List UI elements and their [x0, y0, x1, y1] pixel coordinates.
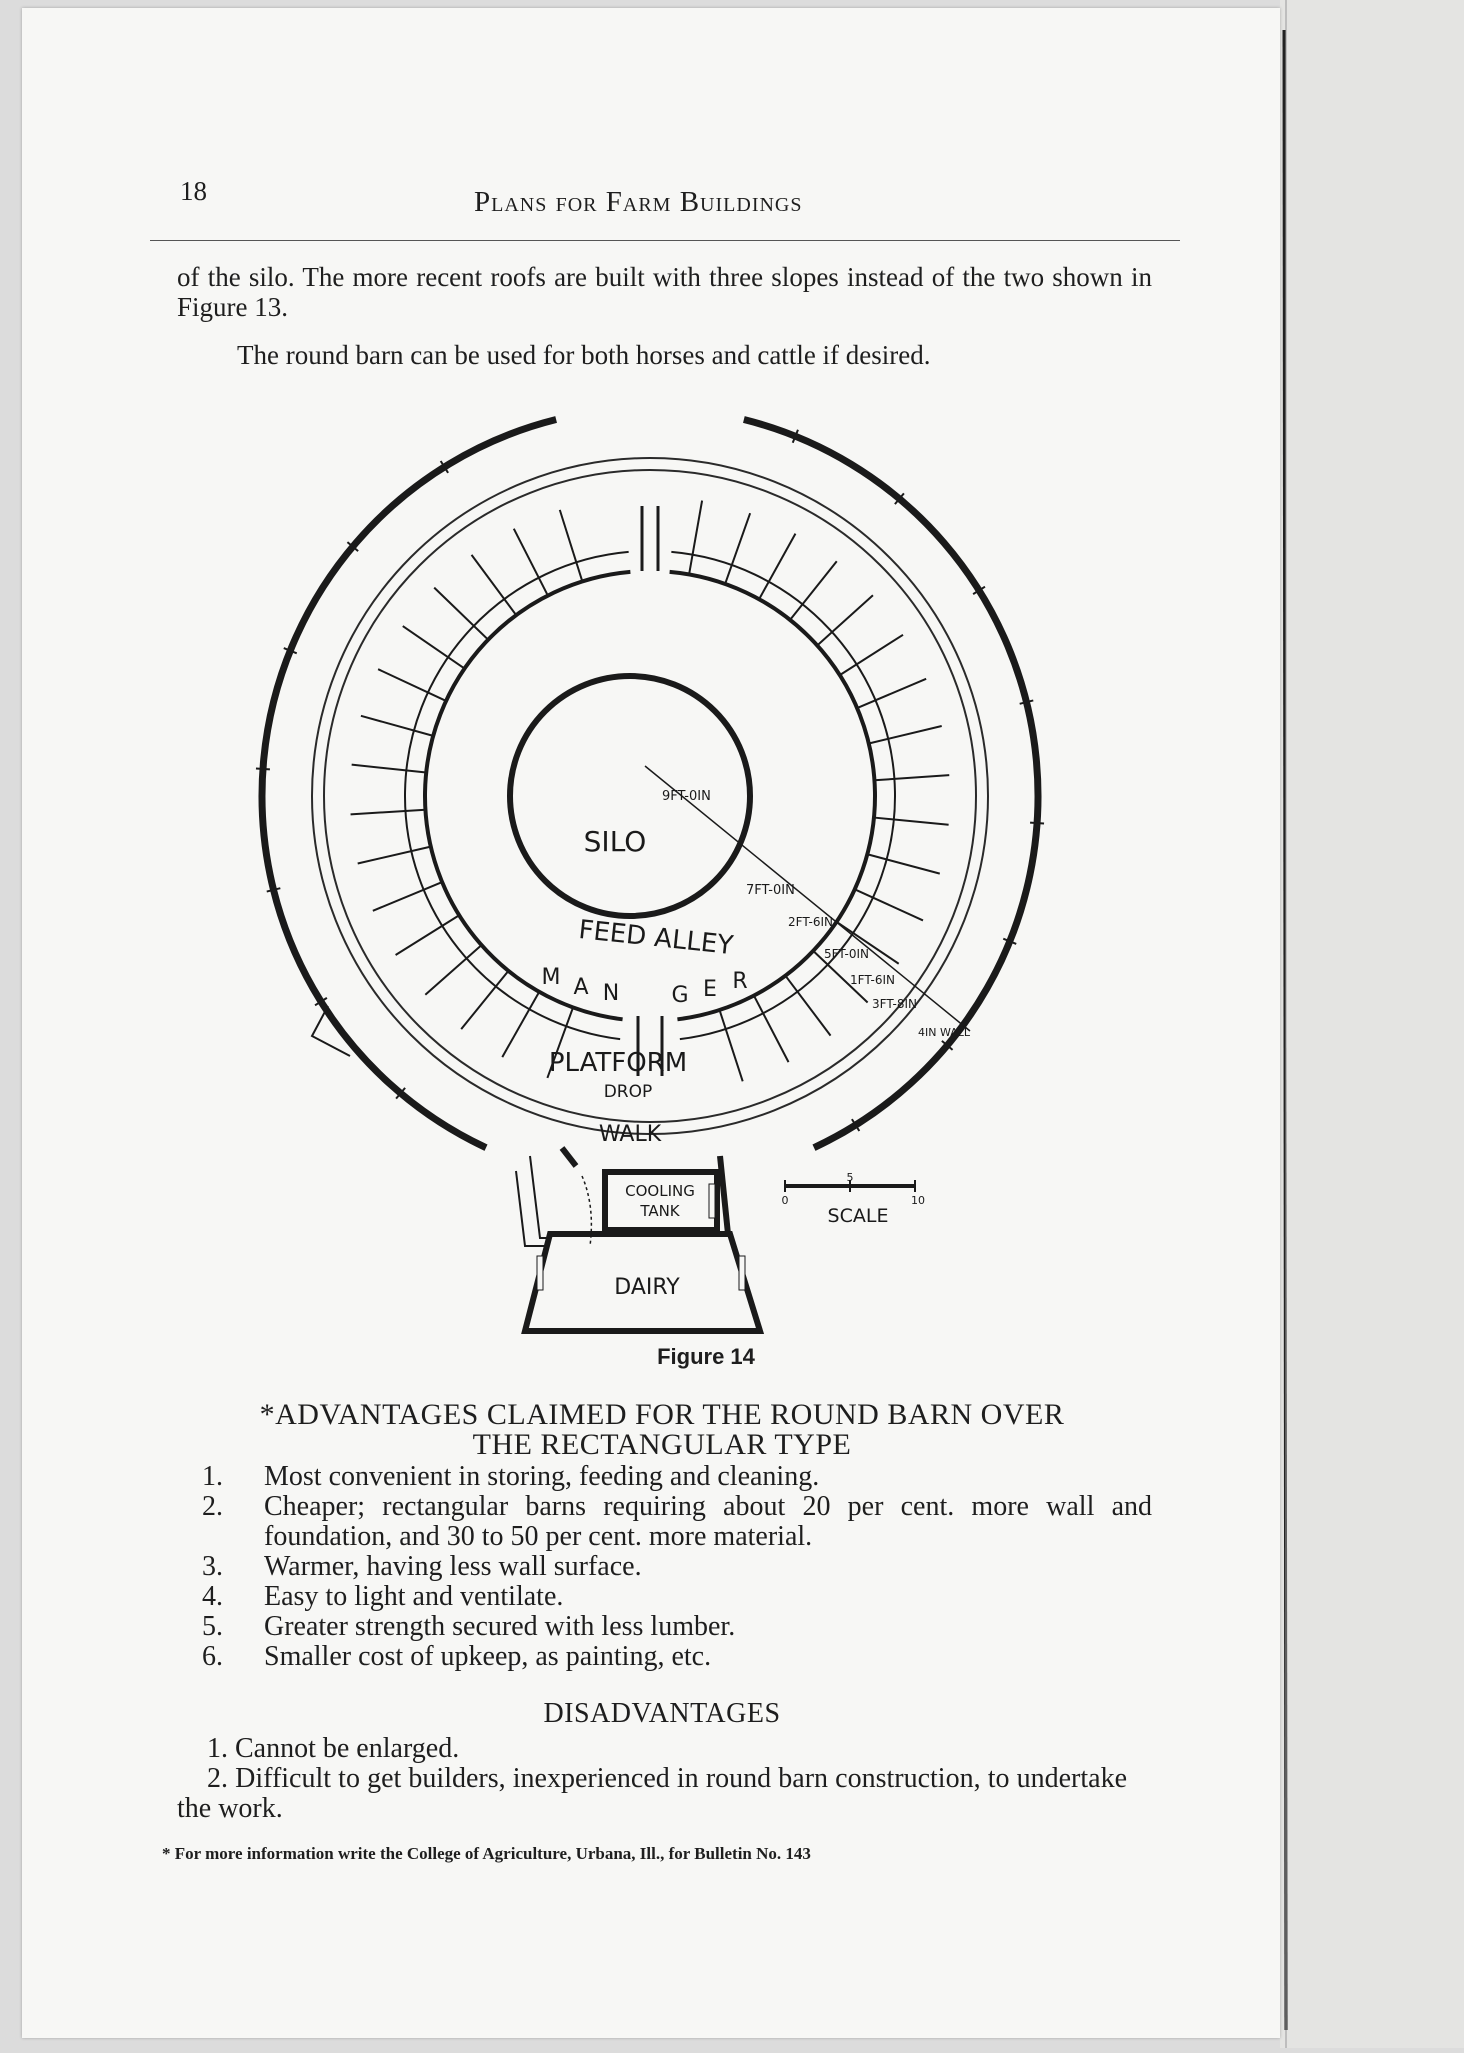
- scale-bar: [782, 1171, 926, 1227]
- manger-letter-r: R: [732, 969, 748, 994]
- vestibule-wall-left-inner: [516, 1171, 546, 1246]
- advantages-list: [202, 1462, 1152, 1672]
- label-tank: TANK: [640, 1202, 680, 1220]
- stall-divider: [874, 818, 949, 825]
- disadvantages-list: [177, 1734, 1127, 1824]
- walk-ring: [312, 458, 988, 1134]
- dim-walk: 3FT-8IN: [872, 997, 918, 1011]
- dim-platform: 5FT-0IN: [824, 947, 870, 961]
- item-text: Warmer, having less wall surface.: [264, 1551, 642, 1582]
- round-barn-floor-plan: [250, 366, 1070, 1346]
- dim-manger: 2FT-6IN: [788, 915, 834, 929]
- stall-divider: [874, 775, 949, 780]
- manger-letter-m: M: [541, 965, 561, 990]
- drop-ring: [324, 470, 976, 1122]
- disadvantages-heading: DISADVANTAGES: [543, 1698, 781, 1729]
- item-number: 1.: [202, 1461, 223, 1492]
- item-number: 4.: [202, 1581, 223, 1612]
- outer-wall-right: [744, 420, 1038, 1148]
- item-number: 3.: [202, 1551, 223, 1582]
- list-item: [202, 1582, 1152, 1612]
- stall-divider: [720, 1010, 743, 1081]
- advantages-heading: [162, 1400, 1162, 1460]
- item-number: 2.: [202, 1491, 223, 1522]
- label-drop: DROP: [603, 1082, 653, 1102]
- stall-divider: [759, 534, 795, 600]
- dairy-window-left: [537, 1256, 543, 1290]
- manger-letter-a: A: [573, 975, 589, 1000]
- manger-letter-e: E: [703, 977, 717, 1002]
- adjacent-page-binding-line: [1280, 0, 1464, 2048]
- dim-feed-alley: 7FT-0IN: [746, 883, 795, 898]
- stall-divider: [560, 510, 583, 582]
- disadvantage-item-1: 1. Cannot be enlarged.: [207, 1733, 460, 1764]
- stall-divider: [514, 529, 548, 596]
- connector-wall-right: [720, 1156, 728, 1234]
- manger-letter-g: G: [671, 983, 689, 1008]
- vestibule-wall-left: [530, 1156, 550, 1238]
- label-dairy: DAIRY: [614, 1275, 680, 1300]
- silo-wall: [510, 676, 750, 916]
- item-number: 6.: [202, 1641, 223, 1672]
- stall-divider: [425, 945, 481, 995]
- stall-divider: [754, 996, 789, 1063]
- list-item: [202, 1642, 1152, 1672]
- page-number: 18: [180, 176, 207, 206]
- stall-divider: [817, 595, 873, 645]
- stall-divider: [869, 726, 942, 744]
- list-item: [202, 1552, 1152, 1582]
- stall-divider: [358, 847, 431, 864]
- dairy-window-right: [739, 1256, 745, 1290]
- list-item: [202, 1462, 1152, 1492]
- scale-10: 10: [911, 1194, 925, 1207]
- vestibule-wall-stub: [562, 1148, 576, 1166]
- item-text: Easy to light and ventilate.: [264, 1581, 564, 1612]
- running-head: Plans for Farm Buildings: [474, 186, 803, 218]
- item-text: Most convenient in storing, feeding and cleaning.: [264, 1461, 820, 1492]
- stall-divider: [502, 992, 539, 1057]
- intro-paragraph-2: The round barn can be used for both horses and cattle if desired.: [237, 340, 931, 370]
- footnote: * For more information write the College of Agriculture, Urbana, Ill., for Bulletin No. 143: [162, 1844, 811, 1863]
- manger-letters: [542, 965, 748, 1008]
- stall-divider: [352, 765, 427, 773]
- cooling-tank-window: [709, 1184, 715, 1218]
- dim-drop: 1FT-6IN: [850, 973, 896, 987]
- figure-caption-text: Figure 14: [657, 1344, 755, 1369]
- item-text: Smaller cost of upkeep, as painting, etc.: [264, 1641, 712, 1672]
- manger-edge-left: [405, 552, 629, 1039]
- stall-divider: [867, 854, 939, 873]
- disadvantage-item-2: 2. Difficult to get builders, inexperienced in round barn construction, to undertake the work.: [177, 1763, 1127, 1824]
- advantages-heading-line-2: THE RECTANGULAR TYPE: [472, 1428, 852, 1461]
- manger-letter-n: N: [602, 981, 620, 1006]
- label-walk: WALK: [598, 1122, 662, 1147]
- dim-silo: 9FT-0IN: [662, 789, 711, 804]
- window-mark: [256, 768, 270, 769]
- stall-divider: [361, 716, 433, 736]
- stall-divider: [396, 915, 460, 955]
- dim-wall: 4IN WALL: [918, 1026, 971, 1039]
- label-feed-alley: FEED ALLEY: [577, 915, 735, 962]
- book-page: [22, 8, 1280, 2038]
- stall-divider: [790, 561, 837, 620]
- item-text: Cheaper; rectangular barns requiring about 20 per cent. more wall and foundation, and 30 to 50 per cent. more material.: [264, 1491, 1152, 1552]
- stall-divider: [351, 810, 426, 815]
- list-item: [202, 1612, 1152, 1642]
- stall-divider: [689, 501, 702, 575]
- scale-5: 5: [846, 1171, 854, 1184]
- label-silo: SILO: [583, 825, 647, 858]
- stall-divider: [434, 588, 488, 640]
- item-number: 5.: [202, 1611, 223, 1642]
- adjacent-page-edge: [1280, 0, 1464, 2048]
- header-rule: [150, 240, 1180, 241]
- label-scale: SCALE: [827, 1205, 889, 1227]
- figure-caption: [22, 1344, 1280, 1370]
- scale-0: 0: [781, 1194, 789, 1207]
- window-mark: [1030, 823, 1044, 824]
- stall-divider: [461, 971, 508, 1029]
- item-text: Greater strength secured with less lumber.: [264, 1611, 736, 1642]
- cooling-tank: [605, 1172, 717, 1230]
- stall-divider: [378, 669, 446, 701]
- label-cooling: COOLING: [625, 1182, 695, 1200]
- label-platform: PLATFORM: [548, 1048, 688, 1078]
- advantages-heading-line-1: *ADVANTAGES CLAIMED FOR THE ROUND BARN OVER: [259, 1398, 1065, 1431]
- stall-divider: [785, 976, 830, 1036]
- stall-divider: [855, 889, 923, 920]
- list-item: [202, 1492, 1152, 1552]
- intro-paragraph-1: of the silo. The more recent roofs are built with three slopes instead of the two shown in Figure 13.: [177, 262, 1152, 322]
- manger-wall-left: [425, 572, 630, 1019]
- stall-divider: [725, 513, 750, 584]
